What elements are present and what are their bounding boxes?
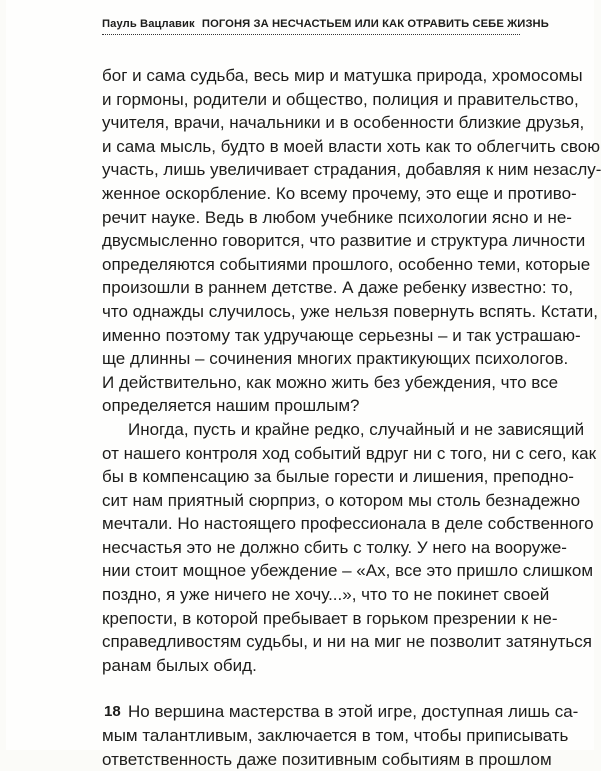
text-line: сит нам приятный сюрприз, о котором мы столь безнадежно <box>102 490 581 510</box>
text-line: именно поэтому так удручающе серьезны – и так устрашаю- <box>102 325 581 345</box>
text-line: и гормоны, родители и общество, полиция и правительство, <box>102 89 579 109</box>
paragraph <box>102 700 579 771</box>
text-line: учителя, врачи, начальники и в особенности близкие друзья, <box>102 113 585 133</box>
text-line: мым талантливым, заключается в том, чтобы приписывать <box>102 726 569 746</box>
text-line: справедливостям судьбы, и ни на миг не позволит затянуться <box>102 632 592 652</box>
text-line: бы в компенсацию за былые горести и лишения, преподно- <box>102 467 574 487</box>
text-line: участь, лишь увеличивает страдания, добавляя к ним незаслу- <box>102 160 601 180</box>
text-line: женное оскорбление. Ко всему прочему, это еще и противо- <box>102 183 577 203</box>
text-line: ранам былых обид. <box>102 655 257 675</box>
text-line: произошли в раннем детстве. А даже ребенку известно: то, <box>102 278 574 298</box>
running-header <box>102 18 549 35</box>
text-line: ответственность даже позитивным событиям в прошлом <box>102 749 552 769</box>
body-text <box>102 64 601 771</box>
text-line: речит науке. Ведь в любом учебнике психологии ясно и не- <box>102 207 572 227</box>
text-line: от нашего контроля ход событий вдруг ни с того, ни с сего, как <box>102 443 597 463</box>
text-line: и сама мысль, будто в моей власти хоть как то облегчить свою <box>102 136 600 156</box>
text-line: Но вершина мастерства в этой игре, доступная лишь са- <box>128 702 579 722</box>
text-line: крепости, в которой пребывает в горьком презрении к не- <box>102 608 558 628</box>
text-line: определяются событиями прошлого, особенно теми, которые <box>102 254 591 274</box>
text-line: мечтали. Но настоящего профессионала в деле собственного <box>102 514 594 534</box>
paragraph-spacer <box>102 677 520 700</box>
paragraph <box>102 64 601 418</box>
text-line: несчастья это не должно сбить с толку. У него на вооруже- <box>102 537 567 557</box>
header-author: Пауль Вацлавик <box>102 18 195 30</box>
text-line: И действительно, как можно жить без убеждения, что все <box>102 372 559 392</box>
text-line: нии стоит мощное убеждение – «Ах, все это пришло слишком <box>102 561 594 581</box>
text-line: двусмысленно говорится, что развитие и структура личности <box>102 231 586 251</box>
text-line: Иногда, пусть и крайне редко, случайный и не зависящий <box>128 419 585 439</box>
text-line: что однажды случилось, уже нельзя повернуть вспять. Кстати, <box>102 301 598 321</box>
text-line: поздно, я уже ничего не хочу...», что то не покинет своей <box>102 585 550 605</box>
text-line: определяется нашим прошлым? <box>102 396 360 416</box>
text-line: бог и сама судьба, весь мир и матушка природа, хромосомы <box>102 66 583 85</box>
text-line: ще длинны – сочинения многих практикующих психологов. <box>102 349 569 369</box>
header-book-title: ПОГОНЯ ЗА НЕСЧАСТЬЕМ ИЛИ КАК ОТРАВИТЬ СЕБЕ ЖИЗНЬ <box>201 18 549 30</box>
paragraph <box>102 418 597 678</box>
page-number: 18 <box>104 703 121 720</box>
